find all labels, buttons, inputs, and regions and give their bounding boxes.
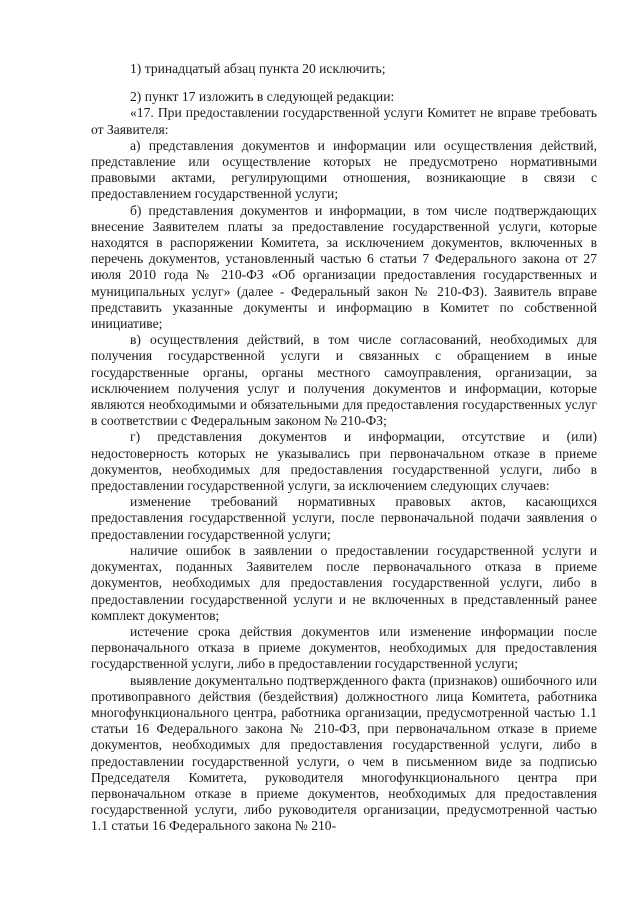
paragraph-item-2: 2) пункт 17 изложить в следующей редакции: (130, 89, 395, 105)
paragraph-clause-17-intro: «17. При предоставлении государственной услуги Комитет не вправе требовать от Заявителя: (91, 105, 597, 137)
paragraph-clause-a: а) представления документов и информации или осуществления действий, представление или осуществление которых не предусмотрено нормативными правовыми актами, регулирующими отношения, возникающие в связи с предоставлением государственной услуги; (91, 137, 597, 202)
paragraph-exception-misconduct: выявление документально подтвержденного факта (признаков) ошибочного или противоправного действия (бездействия) должностного лица Комитета, работника многофункционального центра, работника организации, предусмотренной частью 1.1 статьи 16 Федерального закона № 210-ФЗ, при первоначальном отказе в приеме документов, необходимых для предоставления государственной услуги, либо в предоставлении государственной услуги, о чем в письменном виде за подписью Председателя Комитета, руководителя многофункционального центра при первоначальном отказе в приеме документов, необходимых для предоставления государственной услуги, либо руководителя организации, предусмотренной частью 1.1 статьи 16 Федерального закона № 210- (91, 672, 597, 834)
paragraph-exception-requirements-change: изменение требований нормативных правовых актов, касающихся предоставления государственной услуги, после первоначальной подачи заявления о предоставлении государственной услуги; (91, 494, 597, 542)
paragraph-clause-v: в) осуществления действий, в том числе согласований, необходимых для получения государственной услуги и связанных с обращением в иные государственные органы, органы местного самоуправления, организации, за исключением получения услуг и получения документов и информации, которые являются необходимыми и обязательными для предоставления государственных услуг в соответствии с Федеральным законом № 210-ФЗ; (91, 332, 597, 429)
paragraph-clause-b: б) представления документов и информации, в том числе подтверждающих внесение Заявителем платы за предоставление государственной услуги, которые находятся в распоряжении Комитета, за исключением документов, включенных в перечень документов, установленный частью 6 статьи 7 Федерального закона от 27 июля 2010 года № 210-ФЗ «Об организации предоставления государственных и муниципальных услуг» (далее - Федеральный закон № 210-ФЗ). Заявитель вправе представить указанные документы и информацию в Комитет по собственной инициативе; (91, 202, 597, 332)
paragraph-clause-g: г) представления документов и информации, отсутствие и (или) недостоверность которых не указывались при первоначальном отказе в приеме документов, необходимых для предоставления государственной услуги, либо в предоставлении государственной услуги, за исключением следующих случаев: (91, 429, 597, 494)
document-body (91, 61, 597, 835)
paragraph-exception-expiry: истечение срока действия документов или изменение информации после первоначального отказа в приеме документов, необходимых для предоставления государственной услуги, либо в предоставлении государственной услуги; (91, 623, 597, 672)
paragraph-item-1: 1) тринадцатый абзац пункта 20 исключить; (130, 61, 386, 76)
paragraph-exception-errors: наличие ошибок в заявлении о предоставлении государственной услуги и документах, поданных Заявителем после первоначального отказа в приеме документов, необходимых для предоставления государственной услуги, либо в предоставлении государственной услуги и не включенных в представленный ранее комплект документов; (91, 542, 597, 623)
